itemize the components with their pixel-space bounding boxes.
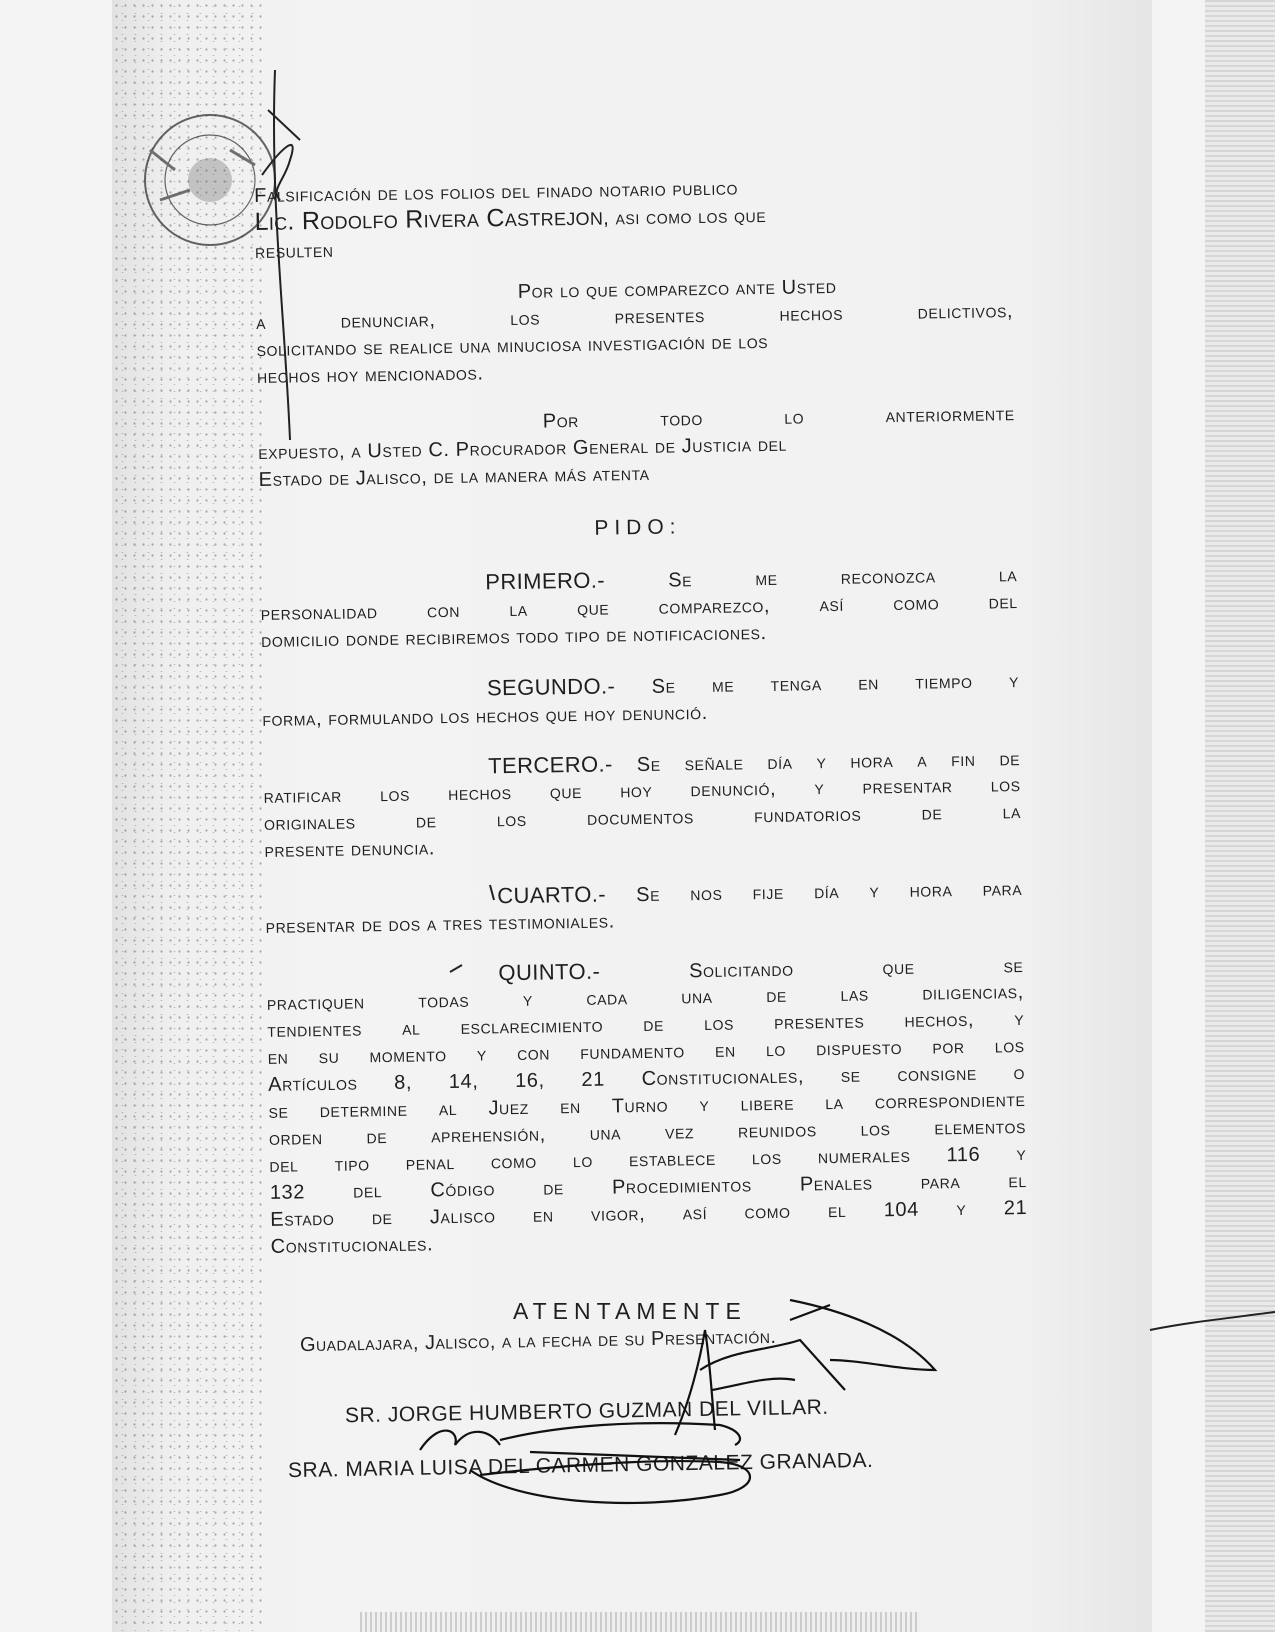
- intro-line-2-rest: , asi como los que: [603, 204, 767, 230]
- primero-line-3: domicilio donde recibiremos todo tipo de notificaciones.: [261, 622, 767, 652]
- quinto-line-4: en su momento y con fundamento en lo dispuesto por los: [267, 1035, 1025, 1069]
- quinto-line-11: Constitucionales.: [270, 1233, 434, 1258]
- quinto-line-10: Estado de Jalisco en vigor, así como el 104 y 21: [270, 1196, 1028, 1231]
- ink-marks: [450, 885, 1275, 1330]
- para1-line-3: solicitando se realice una minuciosa investigación de los: [256, 330, 769, 361]
- primero-text: Se me reconozca la: [668, 564, 1018, 592]
- para2-line-1: Por todo lo anteriormente: [542, 403, 1015, 433]
- quinto-line-5: Artículos 8, 14, 16, 21 Constitucionales, se consigne o: [267, 1061, 1026, 1096]
- para2-line-2: expuesto, a Usted C. Procurador General de Justicia del: [258, 433, 788, 464]
- para1-line-4: hechos hoy mencionados.: [256, 362, 484, 388]
- quinto-line-8: del tipo penal como lo establece los numerales 116 y: [269, 1142, 1027, 1177]
- cuarto-label: CUARTO.-: [497, 881, 607, 909]
- segundo-text: Se me tenga en tiempo y: [651, 670, 1020, 698]
- segundo-label: SEGUNDO.-: [486, 673, 616, 701]
- tercero-label: TERCERO.-: [487, 751, 613, 779]
- tercero-line-2: ratificar los hechos que hoy denunció, y presentar los: [263, 774, 1021, 808]
- pido-heading: PIDO:: [594, 515, 682, 540]
- primero-line-2: personalidad con la que comparezco, así como del: [260, 591, 1018, 625]
- cuarto-text: Se nos fije día y hora para: [636, 878, 1023, 907]
- quinto-line-7: orden de aprehensión, una vez reunidos los elementos: [268, 1115, 1027, 1150]
- margin-signature: [262, 70, 300, 440]
- intro-line-3: resulten: [254, 239, 334, 263]
- tercero-line-3: originales de los documentos fundatorios de la: [263, 801, 1022, 835]
- quinto-line-3: tendientes al esclarecimiento de los presentes hechos, y: [267, 1008, 1025, 1042]
- primero-label: PRIMERO.-: [485, 567, 606, 595]
- para2-line-3: Estado de Jalisco, de la manera más atenta: [258, 462, 650, 491]
- quinto-line-9: 132 del Código de Procedimientos Penales para el: [269, 1169, 1027, 1204]
- notary-name: Lic. Rodolfo Rivera Castrejon: [254, 202, 604, 236]
- para1-line-1: Por lo que comparezco ante Usted: [517, 275, 837, 303]
- quinto-line-6: se determine al Juez en Turno y libere la correspondiente: [268, 1088, 1026, 1123]
- signer-2-name: SRA. MARIA LUISA DEL CARMEN GONZALEZ GRANADA.: [287, 1448, 874, 1483]
- intro-line-1: Falsificación de los folios del finado notario publico: [254, 177, 739, 207]
- cuarto-line-2: presentar de dos a tres testimoniales.: [265, 910, 615, 938]
- atentamente: ATENTAMENTE: [513, 1298, 747, 1324]
- para1-line-2: a denunciar, los presentes hechos delictivos,: [256, 300, 1014, 334]
- quinto-text: Solicitando que se: [688, 955, 1024, 983]
- signature-2: [420, 1423, 750, 1503]
- signature-1: [675, 1300, 935, 1435]
- segundo-line-2: forma, formulando los hechos que hoy denunció.: [262, 701, 708, 731]
- quinto-line-2: practiquen todas y cada una de las diligencias,: [266, 981, 1024, 1015]
- tercero-line-4: presente denuncia.: [264, 837, 436, 862]
- signer-1-name: SR. JORGE HUMBERTO GUZMAN DEL VILLAR.: [344, 1395, 829, 1428]
- official-stamp: [145, 115, 275, 245]
- quinto-label: QUINTO.-: [498, 958, 601, 986]
- tercero-text: Se señale día y hora a fin de: [636, 748, 1021, 777]
- place-date: Guadalajara, Jalisco, a la fecha de su Presentación.: [299, 1325, 777, 1357]
